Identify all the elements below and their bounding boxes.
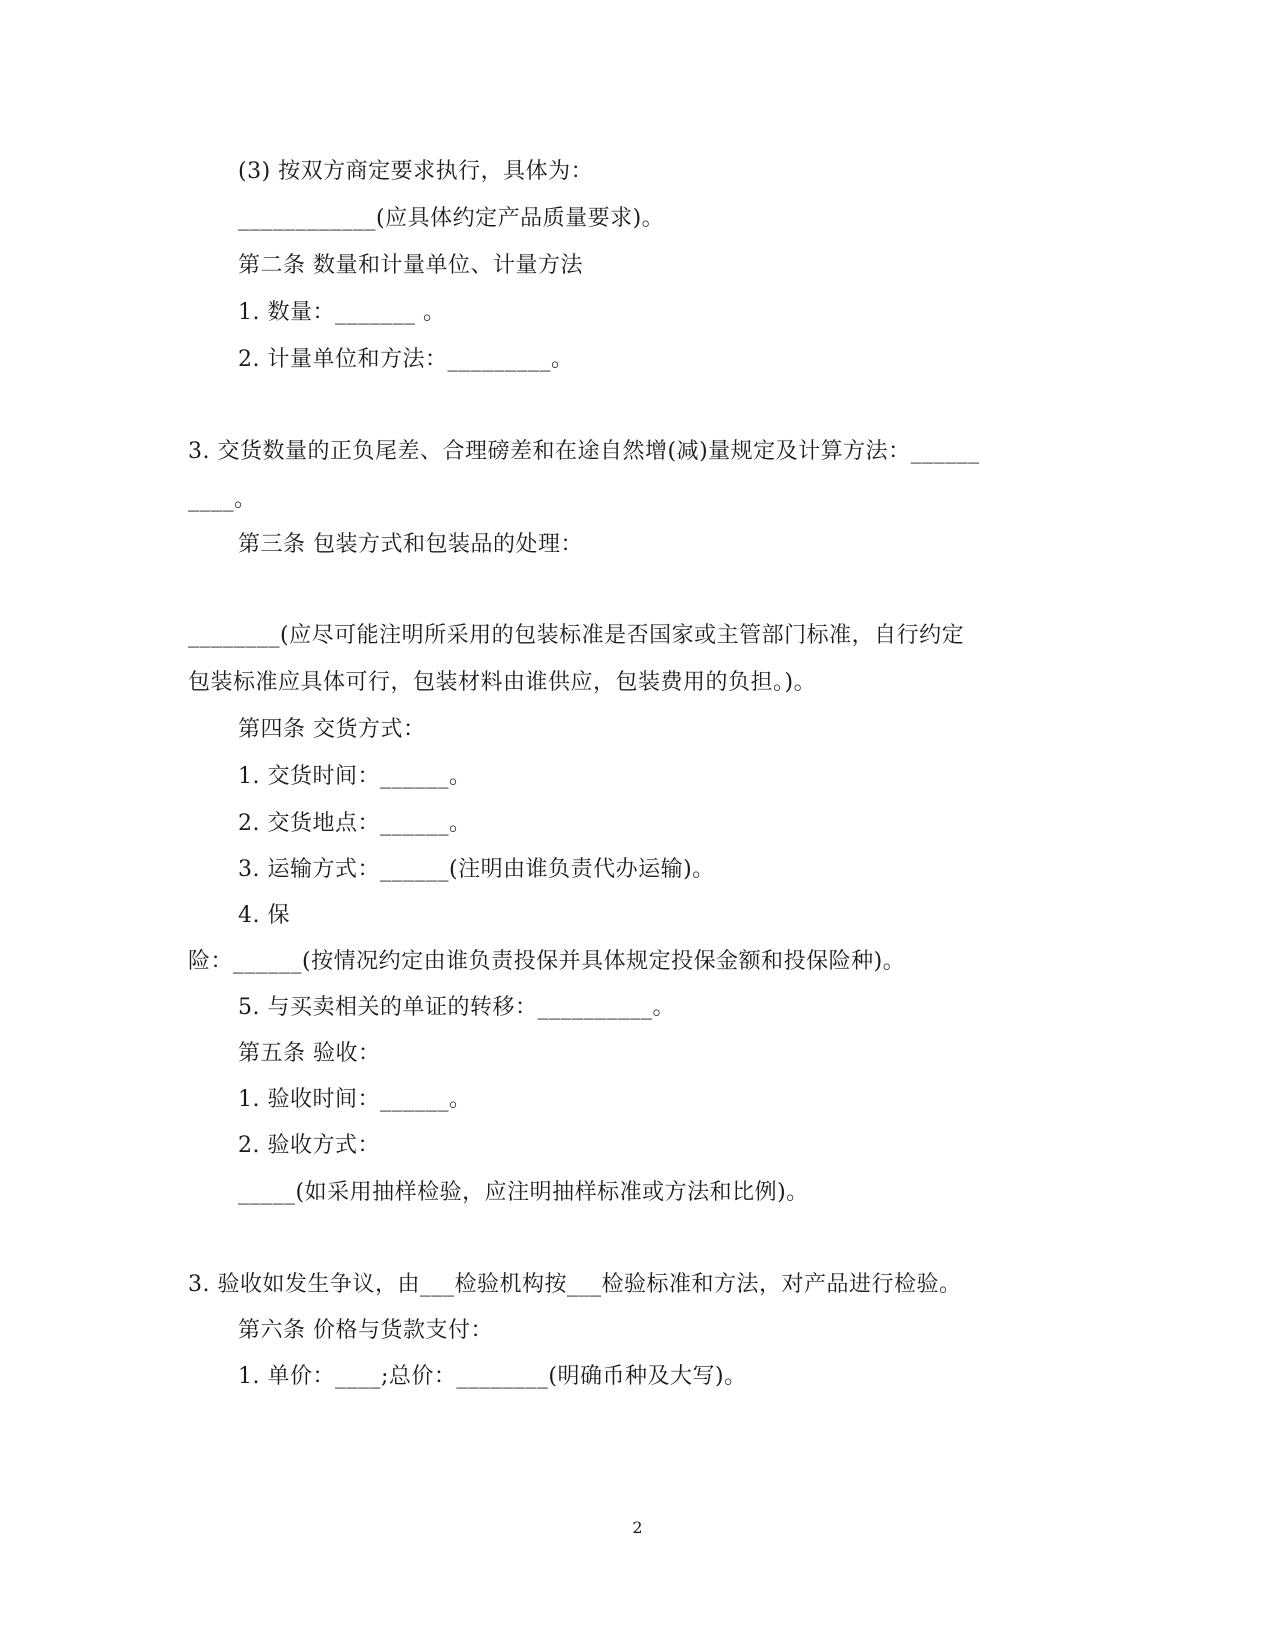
text-line-packaging: ________(应尽可能注明所采用的包装标准是否国家或主管部门标准，自行约定 (188, 623, 965, 648)
text-line-transport: 3. 运输方式：______(注明由谁负责代办运输)。 (238, 857, 715, 882)
text-line-measurement: 2. 计量单位和方法：_________。 (238, 347, 574, 372)
text-line-insurance: 4. 保 (238, 903, 290, 928)
text-line-delivery-time: 1. 交货时间：______。 (238, 764, 472, 789)
text-line-documents: 5. 与买卖相关的单证的转移：__________。 (238, 995, 675, 1020)
article-3-heading: 第三条 包装方式和包装品的处理： (238, 532, 583, 557)
text-line-delivery-tolerance: 3. 交货数量的正负尾差、合理磅差和在途自然增(减)量规定及计算方法：______ (188, 439, 980, 464)
article-5-heading: 第五条 验收： (238, 1041, 381, 1066)
article-6-heading: 第六条 价格与货款支付： (238, 1318, 493, 1343)
text-line-delivery-place: 2. 交货地点：______。 (238, 811, 472, 836)
text-line-inspection-method: 2. 验收方式： (238, 1133, 380, 1158)
text-line-inspection-method-blank: _____(如采用抽样检验，应注明抽样标准或方法和比例)。 (238, 1180, 809, 1205)
text-line-inspection-dispute: 3. 验收如发生争议，由___检验机构按___检验标准和方法，对产品进行检验。 (188, 1272, 962, 1297)
text-line-delivery-tolerance-cont: ____。 (188, 487, 257, 512)
article-4-heading: 第四条 交货方式： (238, 717, 426, 742)
text-line-insurance-cont: 险：______(按情况约定由谁负责投保并具体规定投保金额和投保险种)。 (188, 949, 906, 974)
article-2-heading: 第二条 数量和计量单位、计量方法 (238, 253, 583, 278)
text-line-inspection-time: 1. 验收时间：______。 (238, 1087, 472, 1112)
text-line-quantity: 1. 数量：_______ 。 (238, 300, 446, 325)
text-line-price: 1. 单价：____;总价：________(明确币种及大写)。 (238, 1364, 747, 1389)
text-line-quality-requirement: (3) 按双方商定要求执行，具体为： (238, 159, 594, 184)
text-line-packaging-cont: 包装标准应具体可行，包装材料由谁供应，包装费用的负担。)。 (188, 670, 817, 695)
text-line-quality-blank: ____________(应具体约定产品质量要求)。 (238, 206, 665, 231)
page-number: 2 (632, 1518, 643, 1537)
